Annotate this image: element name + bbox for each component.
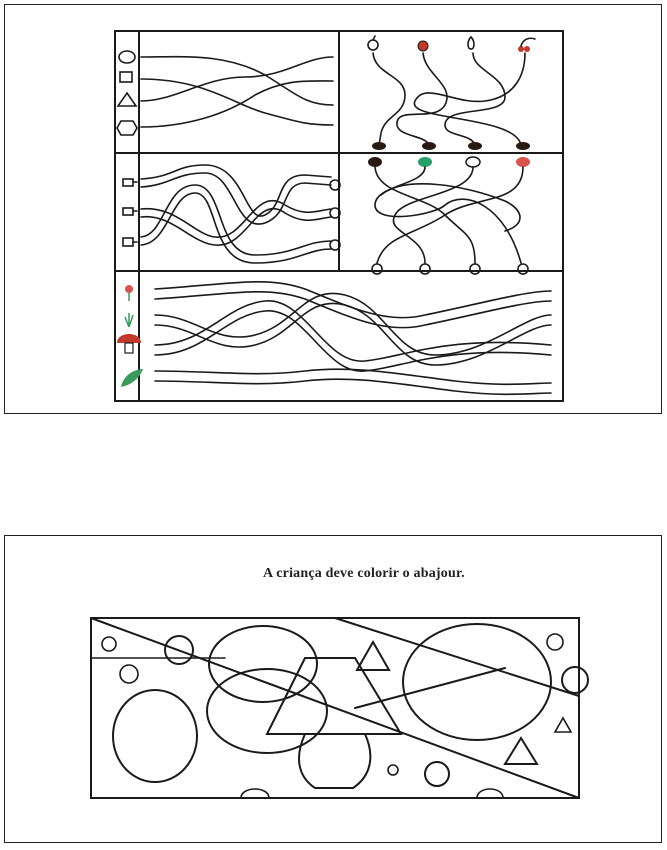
color-dot-green	[418, 157, 432, 167]
triangle-icon	[118, 93, 136, 106]
panel-objects	[123, 165, 340, 263]
triangle-small	[555, 718, 571, 732]
square-icon	[120, 72, 132, 82]
circle-medium-2	[562, 667, 588, 693]
ellipse-lower-left	[207, 669, 327, 753]
circle-icon	[119, 51, 135, 63]
cherry-icon	[518, 38, 535, 52]
color-dot-black	[368, 157, 382, 167]
diagonal-line-3	[355, 668, 505, 708]
panel-colored-dots	[368, 157, 530, 274]
circle-small-3	[547, 634, 563, 650]
triangle-right	[505, 738, 537, 764]
circle-small-2	[120, 665, 138, 683]
lamp-base	[299, 734, 370, 788]
plant-icon	[125, 313, 133, 327]
strawberry-icon	[418, 41, 428, 51]
fruit-dot-3	[468, 142, 482, 150]
triangle-top	[357, 642, 389, 670]
top-worksheet-drawing	[5, 5, 661, 413]
color-dot-white	[466, 157, 480, 167]
mushroom-icon	[117, 334, 141, 353]
bottom-worksheet-frame	[4, 535, 662, 843]
lamp-icon	[123, 208, 137, 215]
instruction-caption: A criança deve colorir o abajour.	[263, 566, 465, 581]
circle-medium-3	[425, 762, 449, 786]
panel-fruits	[368, 36, 535, 150]
flashlight-icon	[123, 179, 137, 186]
color-dot-red	[516, 157, 530, 167]
ellipse-upper-left	[209, 626, 317, 702]
fruit-dot-1	[372, 142, 386, 150]
pear-icon	[468, 37, 474, 49]
lamp-coloring-drawing	[5, 536, 661, 842]
fruit-dot-2	[422, 142, 436, 150]
panel-shapes	[117, 51, 333, 135]
panel-nature	[117, 282, 551, 395]
flower-icon	[125, 285, 133, 301]
top-worksheet-frame	[4, 4, 662, 414]
circle-small-1	[102, 637, 116, 651]
apple-icon	[368, 36, 378, 50]
hexagon-icon	[117, 121, 137, 135]
plug-icon	[123, 238, 137, 246]
diagonal-line-1	[91, 618, 579, 798]
ellipse-left	[113, 690, 197, 782]
circle-small-4	[388, 765, 398, 775]
fruit-dot-4	[516, 142, 530, 150]
ellipse-right	[403, 624, 551, 740]
